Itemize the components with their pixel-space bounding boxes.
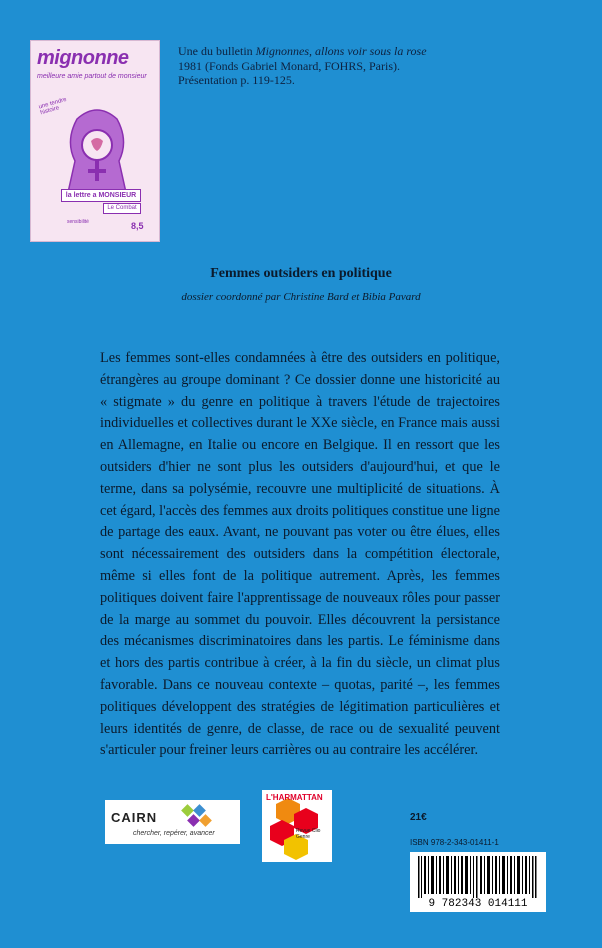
harmattan-subtitle: Revue Clio Genre (296, 828, 321, 840)
publication-cover-image (30, 40, 160, 242)
cover-side-text: une tendre histoire (38, 96, 68, 117)
cover-caption (178, 44, 478, 88)
barcode-number: 9 782343 014111 (428, 898, 528, 910)
back-cover-summary: Les femmes sont-elles condamnées à être des outsiders en politique, étrangères au groupe dominant ? Ce dossier donne une historicité au « stigmate » du genre en politique à travers l'étude de trajectoires individuelles et collectives durant le XXe siècle, en France mais aussi en Allemagne, en Italie ou encore en Belgique. Il en ressort que les outsiders d'hier ne sont plus les outsiders d'aujourd'hui, et que le terme, dans sa polysémie, recouvre une multiplicité de situations. À cet égard, l'accès des femmes aux droits politiques constitue une ligne de partage des eaux. Avant, ne pouvant pas voter ou être élues, elles sont nécessairement des outsiders dans la compétition électorale, même si elles font de la politique autrement. Après, les femmes politiques doivent faire l'apprentissage de nouveaux rôles pour passer de la marge au sommet du pouvoir. Elles découvrent la persistance des mécanismes discriminatoires dans les partis. Le féminisme dans et hors des partis contribue à créer, à la fin du siècle, un climat plus favorable. Dans ce nouveau contexte – quotas, parité –, les femmes politiques développent des stratégies de légitimation particulières et leurs identités de genre, de classe, de race ou de sexualité peuvent s'articuler pour freiner leurs carrières ou au contraire les accélérer. (100, 350, 500, 759)
cairn-tagline: chercher, repérer, avancer (133, 830, 215, 837)
caption-line-3: Présentation p. 119-125. (178, 73, 295, 87)
harmattan-name: L'HARMATTAN (266, 793, 323, 802)
cover-banner: la lettre a MONSIEUR (61, 189, 141, 202)
cover-tagline: meilleure amie partout de monsieur (37, 73, 147, 80)
isbn-barcode (410, 852, 546, 912)
cairn-logo (105, 800, 240, 844)
cover-masthead: mignonne (37, 47, 129, 69)
dossier-subtitle: dossier coordonné par Christine Bard et Bibia Pavard (181, 291, 421, 303)
cairn-diamond-icon (175, 804, 213, 830)
cover-price: 8,5 (131, 221, 144, 231)
cover-banner-secondary: Le Combat (103, 203, 141, 214)
caption-line-2: 1981 (Fonds Gabriel Monard, FOHRS, Paris). (178, 58, 400, 73)
caption-prefix: Une du bulletin (178, 44, 256, 58)
price: 21€ (410, 812, 427, 823)
cairn-name: CAIRN (111, 810, 158, 825)
barcode-bars-icon (418, 856, 538, 898)
cover-small-text: sensibilité (67, 219, 89, 225)
harmattan-logo (262, 790, 332, 862)
dossier-title: Femmes outsiders en politique (210, 266, 392, 281)
caption-title: Mignonnes, allons voir sous la rose (255, 44, 427, 58)
isbn: ISBN 978-2-343-01411-1 (410, 838, 499, 847)
